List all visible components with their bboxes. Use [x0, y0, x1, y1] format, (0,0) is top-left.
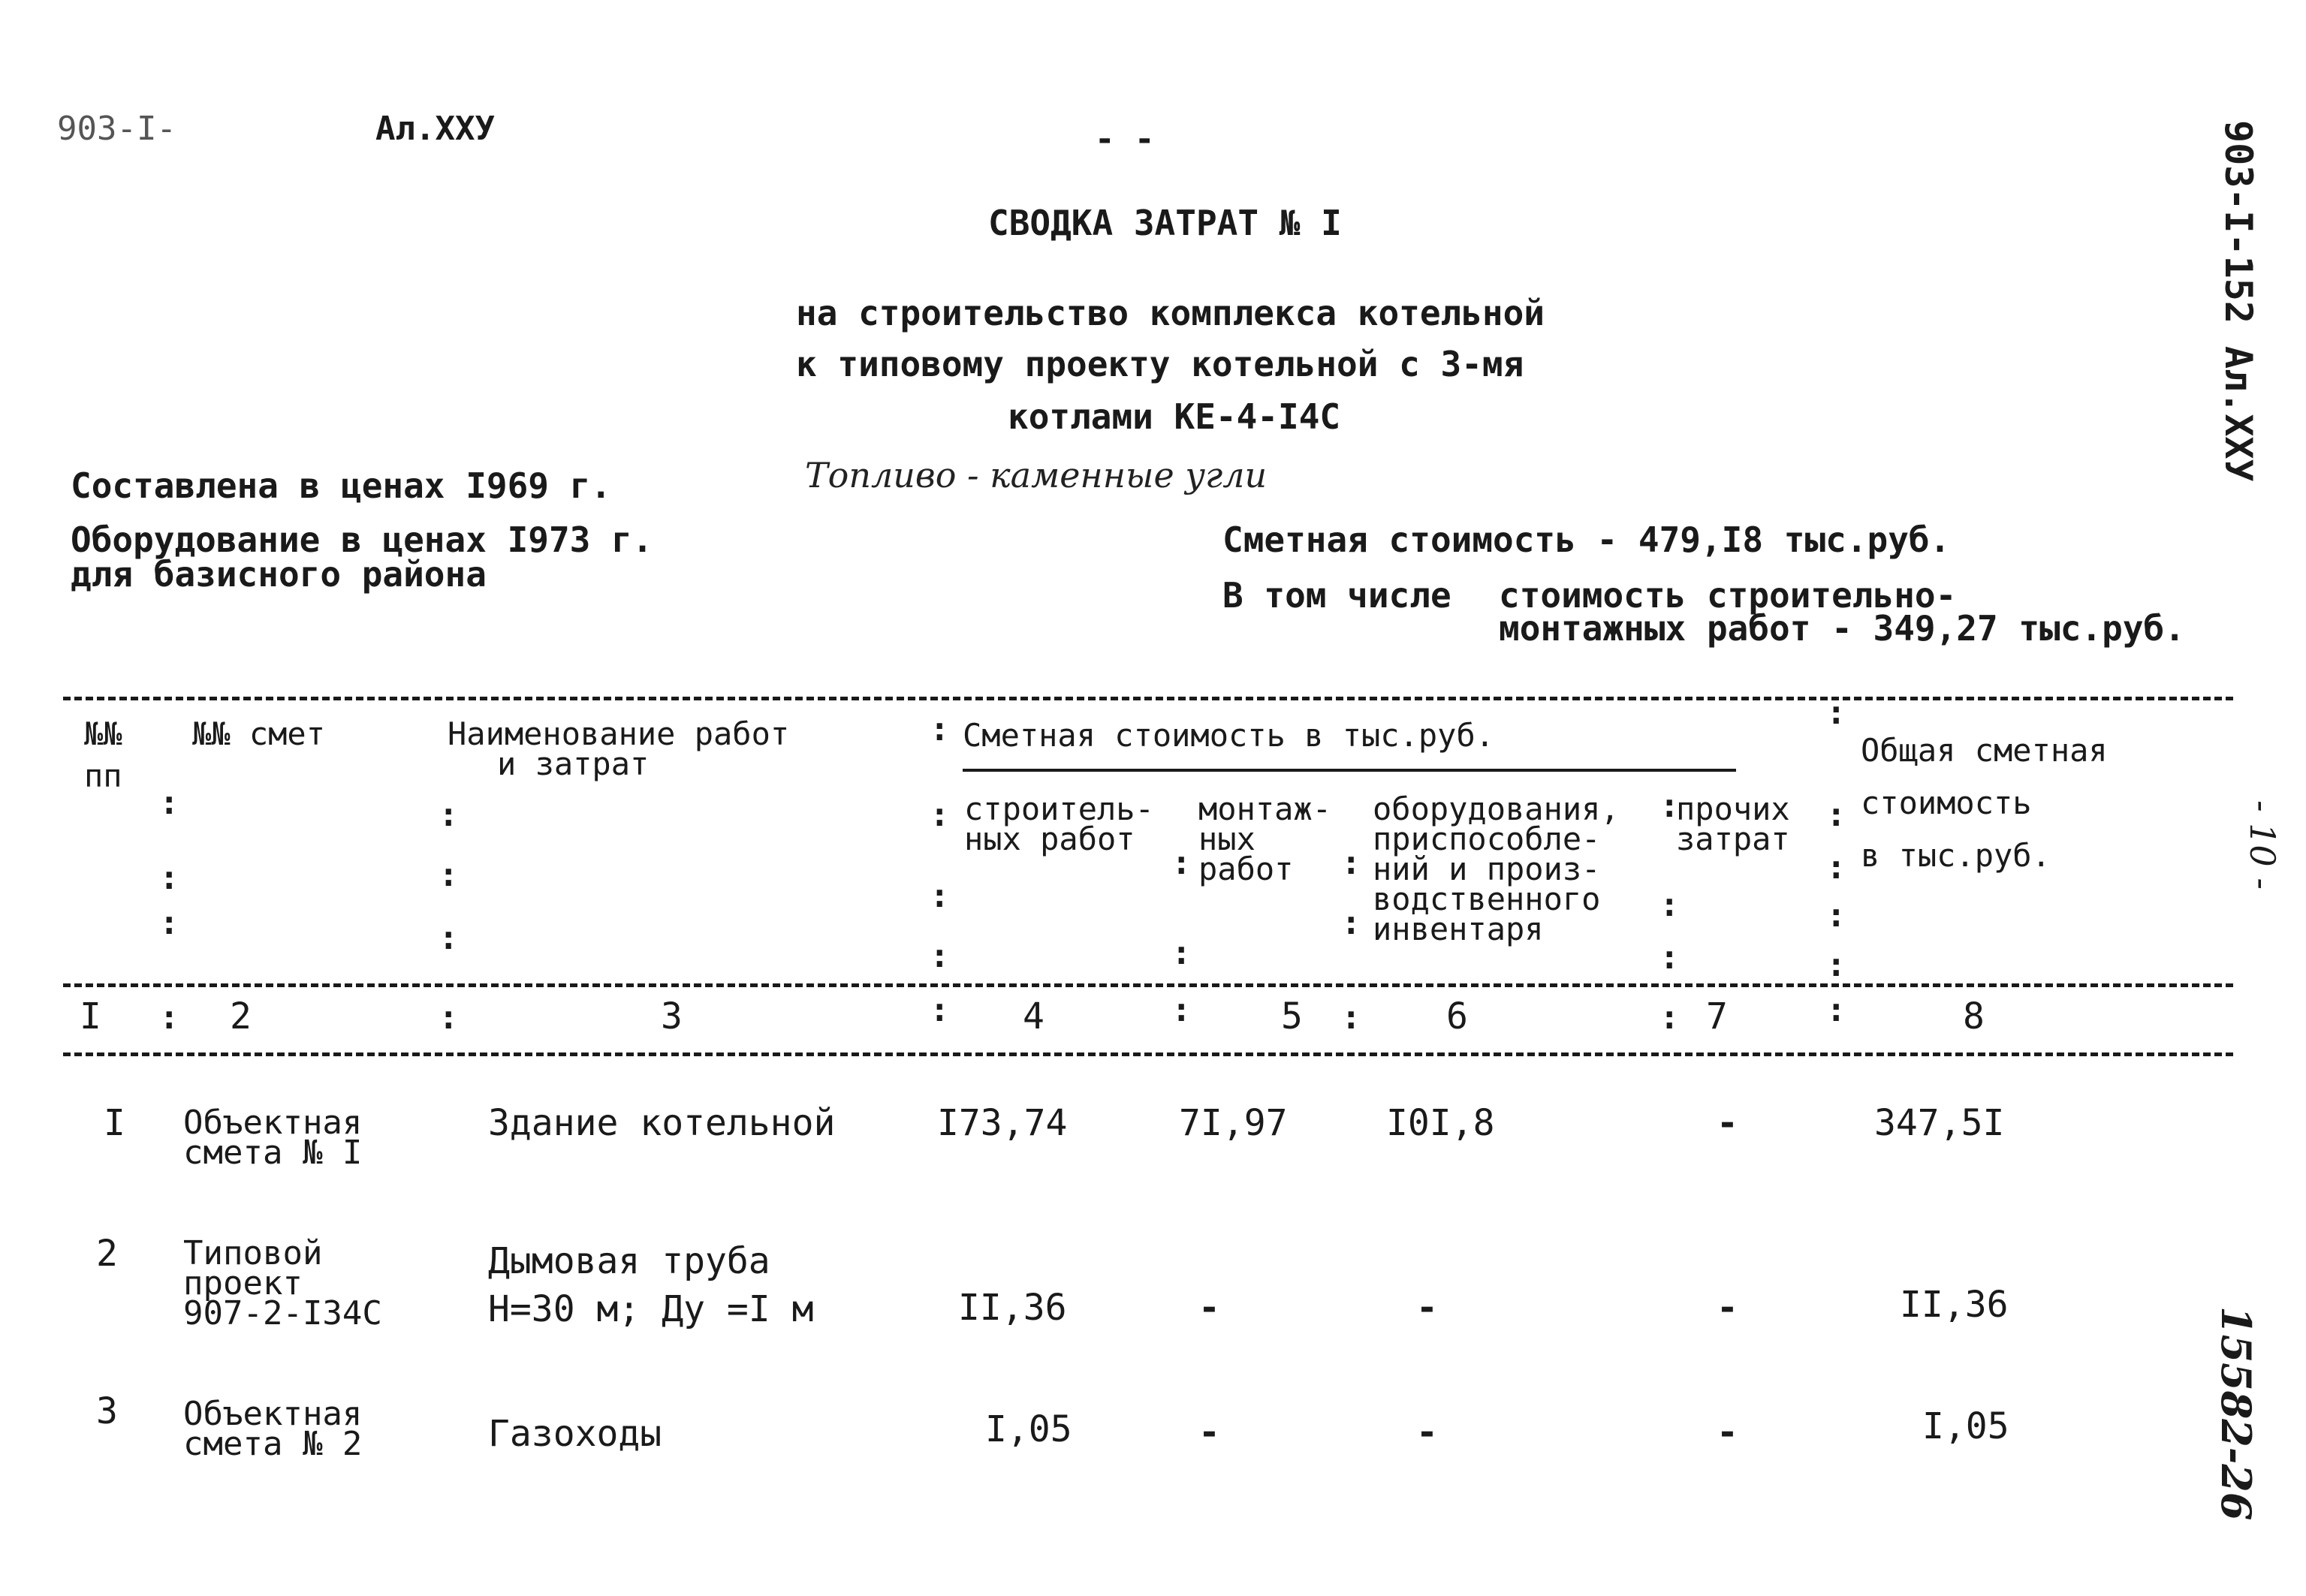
- column-number: I: [80, 995, 101, 1037]
- table-row-3-number: 3: [96, 1390, 118, 1432]
- table-row-3-installation: -: [1198, 1411, 1220, 1453]
- fuel-handwritten-note: Топливо - каменные угли: [805, 455, 1268, 495]
- title-line-2: к типовому проекту котельной с 3-мя: [796, 344, 1524, 384]
- sep-dot: :: [1659, 938, 1680, 977]
- table-row-2-equipment: -: [1416, 1287, 1438, 1329]
- sep-dot: :: [439, 998, 459, 1037]
- summary-heading: СВОДКА ЗАТРАТ № I: [988, 203, 1342, 243]
- sep-dot: :: [1826, 796, 1846, 834]
- prices-1969: Составлена в ценах I969 г.: [71, 465, 612, 506]
- title-line-1: на строительство комплекса котельной: [796, 293, 1545, 333]
- table-row-2-installation: -: [1198, 1287, 1220, 1329]
- column-number: 3: [661, 995, 683, 1037]
- sep-dot: :: [1826, 896, 1846, 935]
- sep-dot: :: [930, 710, 950, 748]
- group-header-rule: [963, 769, 1736, 772]
- sep-dot: :: [439, 796, 459, 834]
- table-row-2-estimate: Типовой проект 907-2-I34С: [183, 1234, 382, 1333]
- page-dashes: - -: [1095, 120, 1155, 158]
- equipment-prices: Оборудование в ценах I973 г.: [71, 519, 653, 560]
- sep-dot: :: [1826, 848, 1846, 887]
- base-region: для базисного района: [71, 554, 487, 595]
- column-number: 6: [1446, 995, 1468, 1037]
- sep-dot: :: [159, 784, 179, 822]
- sep-dot: :: [1659, 998, 1680, 1037]
- vertical-series-code: 903-I-152 Ал.XXУ: [2217, 120, 2260, 482]
- including-label: В том числе: [1222, 575, 1451, 616]
- header-estimate-number: №№ смет: [192, 715, 326, 752]
- table-row-2-number: 2: [96, 1233, 118, 1275]
- sep-dot: :: [1171, 934, 1192, 972]
- construction-cost-line-2: монтажных работ - 349,27 тыс.руб.: [1499, 608, 2185, 649]
- table-row-1-total: 347,5I: [1874, 1102, 2005, 1144]
- series-code: 903-I-: [57, 110, 176, 148]
- sep-dot: :: [1826, 991, 1846, 1029]
- header-equipment: оборудования, приспособле- ний и произ- водственного инвентаря: [1373, 790, 1620, 947]
- table-row-2-total: II,36: [1900, 1284, 2009, 1326]
- header-work-name: Наименование работ и затрат: [448, 715, 790, 782]
- table-row-2-construction: II,36: [958, 1287, 1067, 1329]
- header-row-number: №№ пп: [84, 715, 122, 794]
- sep-dot: :: [930, 991, 950, 1029]
- column-number: 7: [1706, 995, 1728, 1037]
- sep-dot: :: [1826, 694, 1846, 732]
- table-row-3-total: I,05: [1922, 1405, 2009, 1447]
- table-row-3-equipment: -: [1416, 1411, 1438, 1453]
- table-top-rule: [63, 697, 2233, 700]
- construction-cost-line-1: стоимость строительно-: [1499, 575, 1957, 616]
- table-row-1-name: Здание котельной: [488, 1102, 836, 1144]
- sep-dot: :: [1659, 886, 1680, 924]
- table-row-3-other: -: [1717, 1411, 1738, 1453]
- sep-dot: :: [1826, 946, 1846, 984]
- title-line-3: котлами КЕ-4-I4С: [1008, 396, 1341, 437]
- sep-dot: :: [1341, 904, 1361, 942]
- sep-dot: :: [439, 919, 459, 957]
- sep-dot: :: [930, 877, 950, 915]
- column-number: 4: [1023, 995, 1044, 1037]
- header-installation: монтаж- ных работ: [1198, 790, 1332, 887]
- sep-dot: :: [1659, 787, 1680, 825]
- column-numbers-rule: [63, 1052, 2233, 1056]
- sep-dot: :: [1341, 998, 1361, 1037]
- table-row-1-number: I: [104, 1102, 125, 1144]
- table-row-1-other: -: [1717, 1102, 1738, 1144]
- sep-dot: :: [930, 796, 950, 834]
- sep-dot: :: [930, 937, 950, 975]
- table-row-1-installation: 7I,97: [1179, 1102, 1288, 1144]
- sep-dot: :: [1341, 844, 1361, 882]
- table-row-1-equipment: I0I,8: [1386, 1102, 1495, 1144]
- table-row-2-other: -: [1717, 1287, 1738, 1329]
- table-row-1-construction: I73,74: [937, 1102, 1068, 1144]
- estimated-cost: Сметная стоимость - 479,I8 тыс.руб.: [1222, 519, 1951, 560]
- table-row-3-construction: I,05: [985, 1408, 1072, 1450]
- sep-dot: :: [159, 904, 179, 942]
- page-number-mark: - 10 -: [2242, 800, 2283, 890]
- header-construction: строитель- ных работ: [964, 790, 1154, 857]
- sep-dot: :: [1171, 844, 1192, 882]
- column-number: 2: [230, 995, 252, 1037]
- sep-dot: :: [439, 856, 459, 894]
- header-bottom-rule: [63, 983, 2233, 987]
- sep-dot: :: [159, 859, 179, 897]
- table-row-3-estimate: Объектная смета № 2: [183, 1395, 363, 1463]
- album-code: Ал.XXУ: [375, 110, 495, 148]
- column-number: 8: [1963, 995, 1985, 1037]
- table-row-2-name: Дымовая труба Н=30 м; Ду =I м: [488, 1240, 814, 1330]
- header-total-cost: Общая сметная стоимость в тыс.руб.: [1861, 732, 2108, 874]
- sep-dot: :: [159, 998, 179, 1037]
- header-cost-group: Сметная стоимость в тыс.руб.: [963, 717, 1495, 754]
- sep-dot: :: [1171, 991, 1192, 1029]
- header-other-costs: прочих затрат: [1676, 790, 1790, 857]
- archive-number: 15582-26: [2212, 1306, 2260, 1521]
- table-row-1-estimate: Объектная смета № I: [183, 1104, 363, 1172]
- table-row-3-name: Газоходы: [488, 1413, 662, 1455]
- column-number: 5: [1281, 995, 1303, 1037]
